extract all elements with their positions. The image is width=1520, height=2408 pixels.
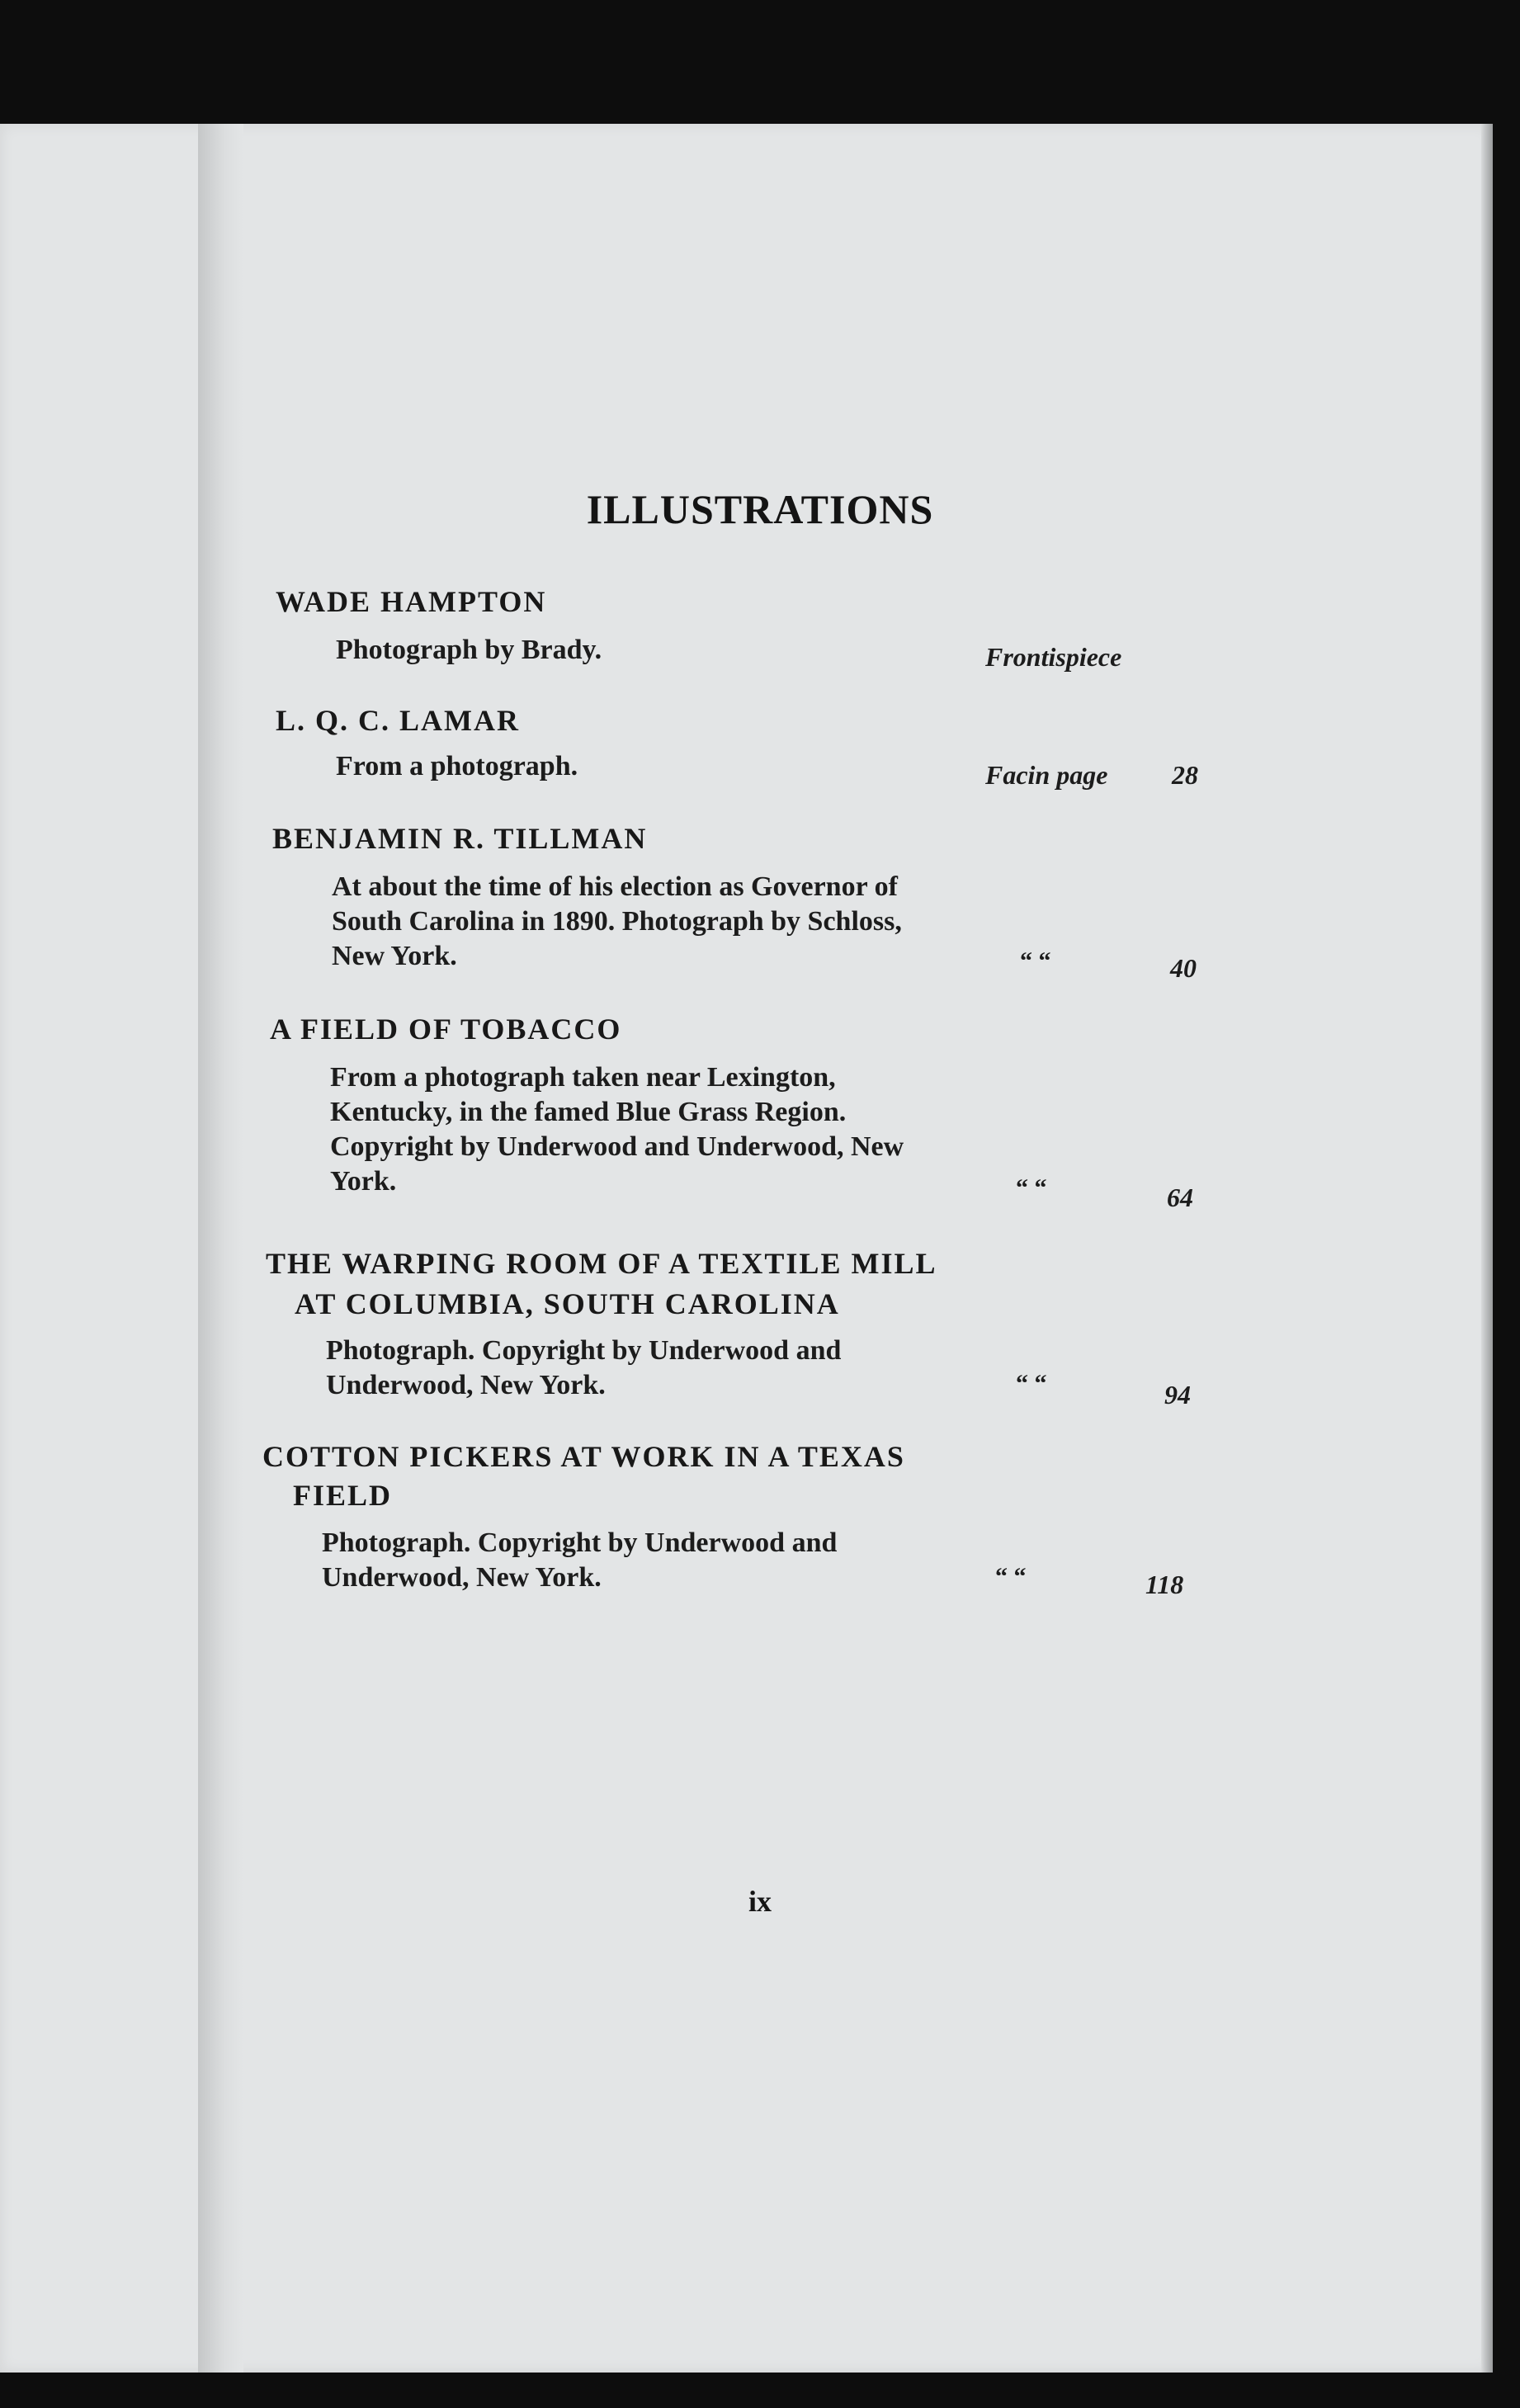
entry-title: COTTON PICKERS AT WORK IN A TEXAS [262, 1440, 905, 1473]
entry-description: New York. [332, 941, 457, 971]
entry-page-number: 40 [1170, 953, 1197, 983]
entry-description: From a photograph taken near Lexington, [330, 1062, 836, 1093]
entry-title: THE WARPING ROOM OF A TEXTILE MILL [266, 1247, 937, 1280]
entry-description: Kentucky, in the famed Blue Grass Region. [330, 1097, 847, 1127]
entry-description: Underwood, New York. [322, 1562, 602, 1593]
entry-description: At about the time of his election as Governor of [332, 871, 898, 902]
entry-description: Copyright by Underwood and Underwood, New [330, 1131, 904, 1162]
ditto-marks: “ “ [995, 1563, 1027, 1590]
entry-page-number: 64 [1167, 1183, 1193, 1212]
entry-page-number: 28 [1172, 760, 1198, 790]
entry-title: L. Q. C. LAMAR [276, 704, 520, 737]
folio-page-number: ix [748, 1885, 772, 1918]
ditto-marks: “ “ [1020, 947, 1051, 975]
page-edge [1481, 124, 1493, 2373]
entry-description: Photograph. Copyright by Underwood and [326, 1335, 842, 1366]
entry-description: From a photograph. [336, 751, 578, 781]
entry-description: Photograph by Brady. [336, 635, 602, 665]
page-heading: ILLUSTRATIONS [586, 486, 934, 532]
entry-description: Photograph. Copyright by Underwood and [322, 1527, 838, 1558]
entry-title: AT COLUMBIA, SOUTH CAROLINA [295, 1287, 840, 1320]
entry-description: York. [330, 1166, 397, 1197]
entry-location: Frontispiece [985, 642, 1122, 672]
entry-description: South Carolina in 1890. Photograph by Schloss, [332, 906, 902, 937]
spine-shadow [198, 124, 243, 2373]
entry-title: BENJAMIN R. TILLMAN [272, 822, 648, 855]
entry-page-number: 118 [1145, 1570, 1184, 1599]
entry-location: Facin page [985, 760, 1108, 790]
ditto-marks: “ “ [1016, 1370, 1047, 1397]
entry-page-number: 94 [1164, 1380, 1191, 1409]
ditto-marks: “ “ [1016, 1174, 1047, 1202]
entry-description: Underwood, New York. [326, 1370, 606, 1400]
entry-title: FIELD [293, 1479, 393, 1512]
entry-title: A FIELD OF TOBACCO [270, 1013, 622, 1046]
entry-title: WADE HAMPTON [276, 585, 547, 618]
